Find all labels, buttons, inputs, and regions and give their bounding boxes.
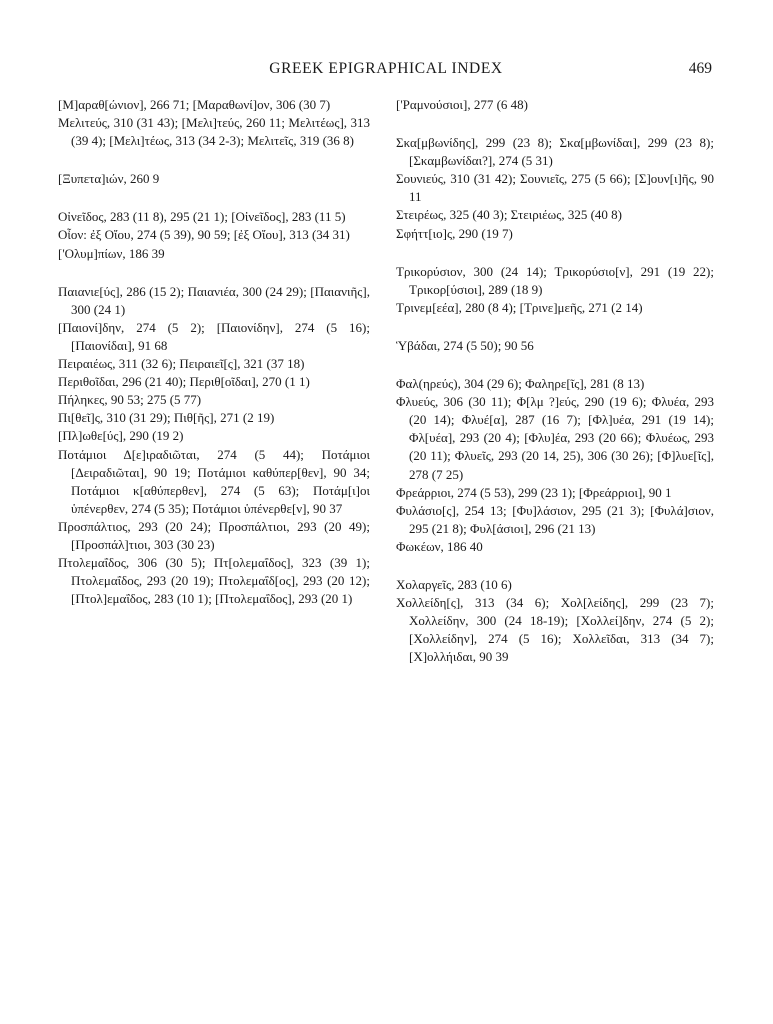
index-entry: Στειρέως, 325 (40 3); Στειριέως, 325 (40 8) (396, 207, 623, 223)
left-column (58, 96, 370, 666)
index-entry: Φαλ(ηρεύς), 304 (29 6); Φαληρε[ῖς], 281 (8 13) (396, 376, 645, 392)
index-entry: Πι[θεῖ]ς, 310 (31 29); Πιθ[ῆς], 271 (2 19) (58, 410, 275, 426)
index-entry: Τρικορύσιον, 300 (24 14); Τρικορύσιο[ν], 291 (19 22); Τρικορ[ύσιοι], 289 (18 9) (396, 263, 714, 297)
index-entry: Τρινεμ[εέα], 280 (8 4); [Τρινε]μεῆς, 271 (2 14) (396, 299, 643, 315)
index-entry: Φυλάσιο[ς], 254 13; [Φυ]λάσιον, 295 (21 3); [Φυλά]σιον, 295 (21 8); Φυλ[άσιοι], 296 (21 13) (396, 502, 714, 536)
index-entry: Ποτάμιοι Δ[ε]ιραδιῶται, 274 (5 44); Ποτάμιοι [Δειραδιῶται], 90 19; Ποτάμιοι καθύπερ[θεν], 90 34; Ποτάμιοι κ[αθύπερθεν], 274 (5 63); Ποτάμ[ι]οι ὑπένερθεν, 274 (5 35); Ποτάμιοι ὑπένερθε[ν], 90 37 (58, 446, 370, 516)
index-entry: Φρεάρριοι, 274 (5 53), 299 (23 1); [Φρεάρριοι], 90 1 (396, 484, 672, 500)
index-entry: [Ξυπετα]ιών, 260 9 (58, 171, 160, 187)
index-entry: Φωκέων, 186 40 (396, 538, 483, 554)
index-entry: Ὑβάδαι, 274 (5 50); 90 56 (396, 337, 534, 353)
index-entry: Προσπάλτιος, 293 (20 24); Προσπάλτιοι, 293 (20 49); [Προσπάλ]τιοι, 303 (30 23) (58, 518, 370, 552)
index-entry: Παιανιε[ύς], 286 (15 2); Παιανιέα, 300 (24 29); [Παιανιῆς], 300 (24 1) (58, 283, 370, 317)
index-entry: [Μ]αραθ[ώνιον], 266 71; [Μαραθωνί]ον, 306 (30 7) (58, 97, 331, 112)
index-entry: Πειραιέως, 311 (32 6); Πειραιεῖ[ς], 321 (37 18) (58, 356, 305, 372)
index-columns (58, 96, 714, 666)
index-entry: Σουνιεύς, 310 (31 42); Σουνιεῖς, 275 (5 66); [Σ]ουν[ι]ῆς, 90 11 (396, 171, 714, 205)
index-entry: Πήληκες, 90 53; 275 (5 77) (58, 392, 202, 408)
index-entry: Χολαργεῖς, 283 (10 6) (396, 576, 512, 592)
page-header (58, 60, 714, 84)
index-entry: Πτολεμαΐδος, 306 (30 5); Πτ[ολεμαΐδος], 323 (39 1); Πτολεμαΐδος, 293 (20 19); Πτολεμαΐδ[ος], 293 (20 12); [Πτολ]εμαΐδος, 283 (10 1); [Πτολεμαΐδος], 293 (20 1) (58, 555, 370, 607)
index-entry: Σκα[μβωνίδης], 299 (23 8); Σκα[μβωνίδαι], 299 (23 8); [Σκαμβωνίδαι?], 274 (5 31) (396, 135, 714, 169)
page-number: 469 (688, 60, 712, 77)
index-entry: Μελιτεύς, 310 (31 43); [Μελι]τεύς, 260 11; Μελιτέως], 313 (39 4); [Μελι]τέως, 313 (34 2-3); Μελιτεῖς, 319 (36 8) (58, 115, 370, 149)
right-column (396, 96, 714, 666)
index-entry: Περιθοῖδαι, 296 (21 40); Περιθ[οῖδαι], 270 (1 1) (58, 374, 310, 390)
index-entry: ['Ραμνούσιοι], 277 (6 48) (396, 97, 528, 112)
index-entry: [Παιονί]δην, 274 (5 2); [Παιονίδην], 274 (5 16); [Παιονίδαι], 91 68 (58, 319, 370, 353)
index-entry: [Πλ]ωθε[ύς], 290 (19 2) (58, 428, 184, 444)
index-entry: ['Ολυμ]πίων, 186 39 (58, 245, 165, 261)
running-title: GREEK EPIGRAPHICAL INDEX (269, 60, 503, 77)
index-entry: Οἶον: ἐξ Οἴου, 274 (5 39), 90 59; [ἐξ Οἴου], 313 (34 31) (58, 227, 350, 243)
index-entry: Χολλείδη[ς], 313 (34 6); Χολ[λείδης], 299 (23 7); Χολλείδην, 300 (24 18-19); [Χολλεί]δην, 274 (5 2); [Χολλείδην], 274 (5 16); Χολλεῖδαι, 313 (34 7); [Χ]ολλήιδαι, 90 39 (396, 595, 714, 665)
index-entry: Σφήττ[ιο]ς, 290 (19 7) (396, 225, 513, 241)
index-entry: Οἰνεῖδος, 283 (11 8), 295 (21 1); [Οἰνεῖδος], 283 (11 5) (58, 209, 346, 225)
index-entry: Φλυεύς, 306 (30 11); Φ[λμ ?]εύς, 290 (19 6); Φλυέα, 293 (20 14); Φλυέ[α], 287 (16 7); [Φλ]υέα, 291 (19 14); Φλ[υέα], 293 (20 4); [Φλυ]έα, 293 (20 66); Φλυέως, 293 (20 11); Φλυεῖς, 293 (20 14, 25), 306 (30 26); [Φ]λυε[ῖς], 278 (7 25) (396, 394, 714, 482)
